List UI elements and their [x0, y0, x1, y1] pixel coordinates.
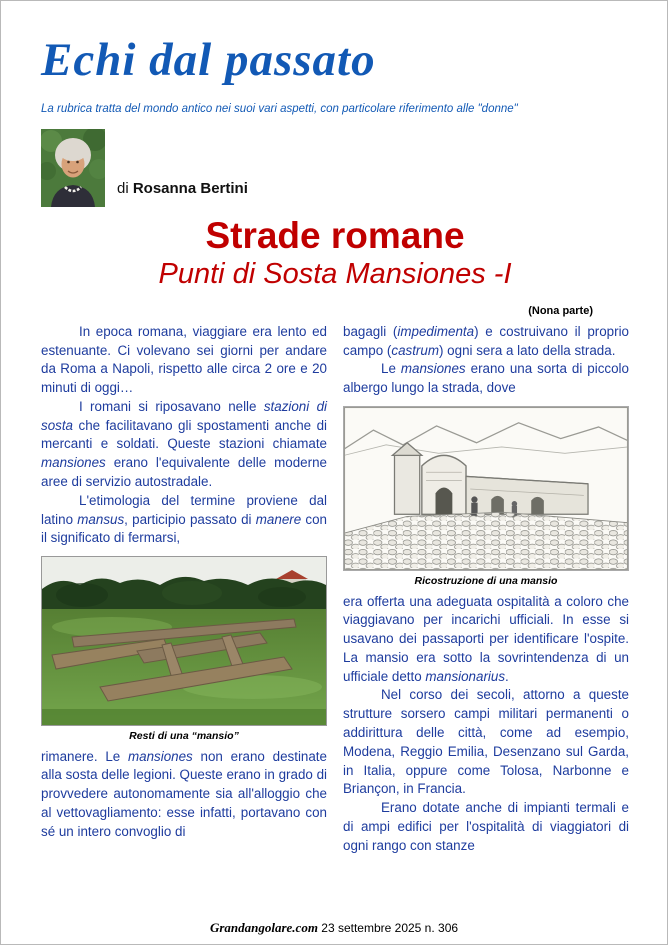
headline-block — [41, 217, 629, 291]
byline-row — [41, 129, 629, 207]
mansio-drawing — [343, 406, 629, 571]
para-right-3: era offerta una adeguata ospitalità a coloro che viaggiavano per incarichi ufficiali. In esse si usavano dei passaporti per identificare l'ospite. La mansio era sotto la sovrintendenza di un ufficiale detto mansionarius. — [343, 593, 629, 684]
left-column — [41, 323, 327, 856]
drawing-figure — [343, 406, 629, 589]
footer-site: Grandangolare.com — [209, 920, 318, 935]
article-body — [41, 323, 629, 856]
para-left-2: I romani si riposavano nelle stazioni di sosta che facilitavano gli spostamenti anche di mercanti e soldati. Queste stazioni chiamate mansiones erano l'equivalente delle moderne aree di servizio autostradale. — [41, 398, 327, 489]
ruins-photo — [41, 556, 327, 726]
para-right-5: Erano dotate anche di impianti termali e di ampi edifici per l'ospitalità di viaggiatori di ogni rango con stanze — [343, 800, 629, 853]
author-name: Rosanna Bertini — [132, 180, 248, 197]
article-title: Strade romane — [205, 215, 465, 256]
part-note: (Nona parte) — [528, 304, 593, 317]
drawing-caption: Ricostruzione di una mansio — [414, 574, 558, 587]
footer-date: 23 settembre 2025 n. 306 — [317, 921, 459, 935]
author-photo — [41, 129, 105, 207]
para-right-4: Nel corso dei secoli, attorno a queste strutture sorsero campi militari permanenti o addirittura delle città, come ad esempio, Modena, Reggio Emilia, Desenzano sul Garda, in Italia, oppure come Tolosa, Narbonne e Briançon, in Francia. — [343, 687, 629, 797]
para-left-3: L'etimologia del termine proviene dal latino mansus, participio passato di manere con il significato di fermarsi, — [41, 492, 328, 546]
ruins-figure — [41, 556, 327, 744]
masthead-title: Echi dal passato — [41, 34, 376, 86]
para-left-1: In epoca romana, viaggiare era lento ed estenuante. Ci volevano sei giorni per andare da Roma a Napoli, rispetto alle circa 2 ore e 20 minuti di oggi… — [41, 323, 327, 396]
right-column — [343, 323, 629, 856]
para-left-4: rimanere. Le mansiones non erano destinate alla sosta delle legioni. Queste erano in grado di provvedere autonomamente sia all'alloggio che al vettovagliamento: esse infatti, portavano con sé un intero convoglio di — [41, 748, 327, 839]
ruins-caption: Resti di una “mansio” — [129, 730, 239, 743]
masthead-tagline: La rubrica tratta del mondo antico nei suoi vari aspetti, con particolare riferimento alle "donne" — [41, 103, 518, 115]
para-right-1: bagagli (impedimenta) e costruivano il proprio campo (castrum) ogni sera a lato della strada. — [343, 323, 629, 358]
article-subtitle: Punti di Sosta Mansiones -I — [158, 257, 512, 290]
page-footer — [1, 920, 667, 936]
byline — [117, 180, 248, 207]
para-right-2: Le mansiones erano una sorta di piccolo albergo lungo la strada, dove — [343, 361, 629, 396]
byline-prefix: di — [117, 180, 133, 197]
